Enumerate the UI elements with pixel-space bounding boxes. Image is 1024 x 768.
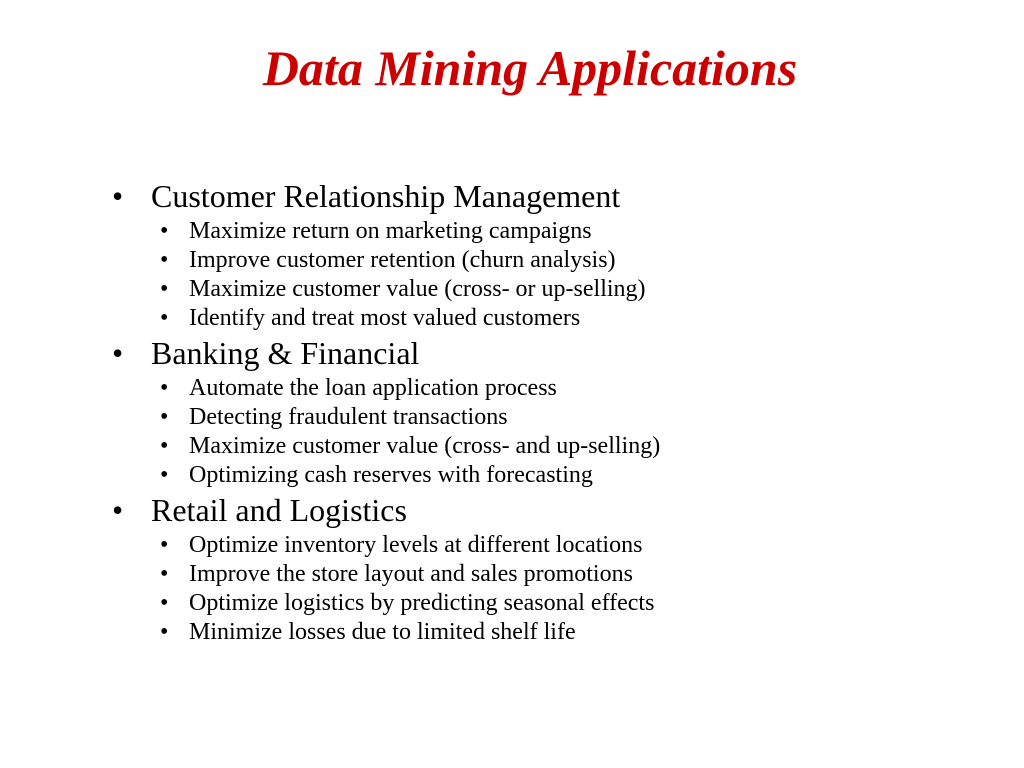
list-item (112, 403, 992, 432)
list-item (112, 217, 992, 246)
bullet-content (112, 176, 992, 647)
section-heading (112, 333, 992, 374)
section-heading-text: Customer Relationship Management (151, 178, 621, 214)
sub-bullet-list (112, 531, 992, 647)
bullet-icon: • (160, 247, 169, 273)
list-item (112, 432, 992, 461)
section-heading-text: Retail and Logistics (151, 492, 407, 528)
bullet-icon: • (112, 178, 124, 214)
list-item (112, 589, 992, 618)
list-item (112, 275, 992, 304)
section-retail-logistics (112, 490, 992, 647)
section-customer-relationship-management (112, 176, 992, 333)
list-item-text: Improve customer retention (churn analysis) (189, 247, 616, 273)
sub-bullet-list (112, 374, 992, 490)
bullet-icon: • (160, 561, 169, 587)
list-item-text: Improve the store layout and sales promotions (189, 561, 633, 587)
bullet-icon: • (160, 590, 169, 616)
list-item-text: Optimize logistics by predicting seasonal effects (189, 590, 655, 616)
list-item (112, 461, 992, 490)
section-heading (112, 176, 992, 217)
bullet-icon: • (160, 433, 169, 459)
sub-bullet-list (112, 217, 992, 333)
bullet-icon: • (160, 375, 169, 401)
list-item (112, 374, 992, 403)
bullet-icon: • (112, 492, 124, 528)
section-banking-financial (112, 333, 992, 490)
bullet-icon: • (160, 305, 169, 331)
list-item-text: Maximize customer value (cross- and up-selling) (189, 433, 661, 459)
list-item (112, 304, 992, 333)
bullet-icon: • (160, 404, 169, 430)
list-item-text: Minimize losses due to limited shelf life (189, 619, 576, 645)
list-item-text: Maximize return on marketing campaigns (189, 218, 592, 244)
list-item (112, 531, 992, 560)
bullet-icon: • (112, 335, 124, 371)
list-item (112, 560, 992, 589)
list-item-text: Detecting fraudulent transactions (189, 404, 508, 430)
section-heading (112, 490, 992, 531)
section-heading-text: Banking & Financial (151, 335, 420, 371)
list-item-text: Maximize customer value (cross- or up-selling) (189, 276, 646, 302)
bullet-icon: • (160, 532, 169, 558)
bullet-icon: • (160, 619, 169, 645)
bullet-icon: • (160, 462, 169, 488)
list-item (112, 618, 992, 647)
list-item-text: Identify and treat most valued customers (189, 305, 581, 331)
bullet-icon: • (160, 276, 169, 302)
list-item-text: Optimizing cash reserves with forecasting (189, 462, 593, 488)
slide-title: Data Mining Applications (262, 40, 798, 96)
list-item-text: Automate the loan application process (189, 375, 557, 401)
bullet-icon: • (160, 218, 169, 244)
list-item-text: Optimize inventory levels at different locations (189, 532, 643, 558)
list-item (112, 246, 992, 275)
